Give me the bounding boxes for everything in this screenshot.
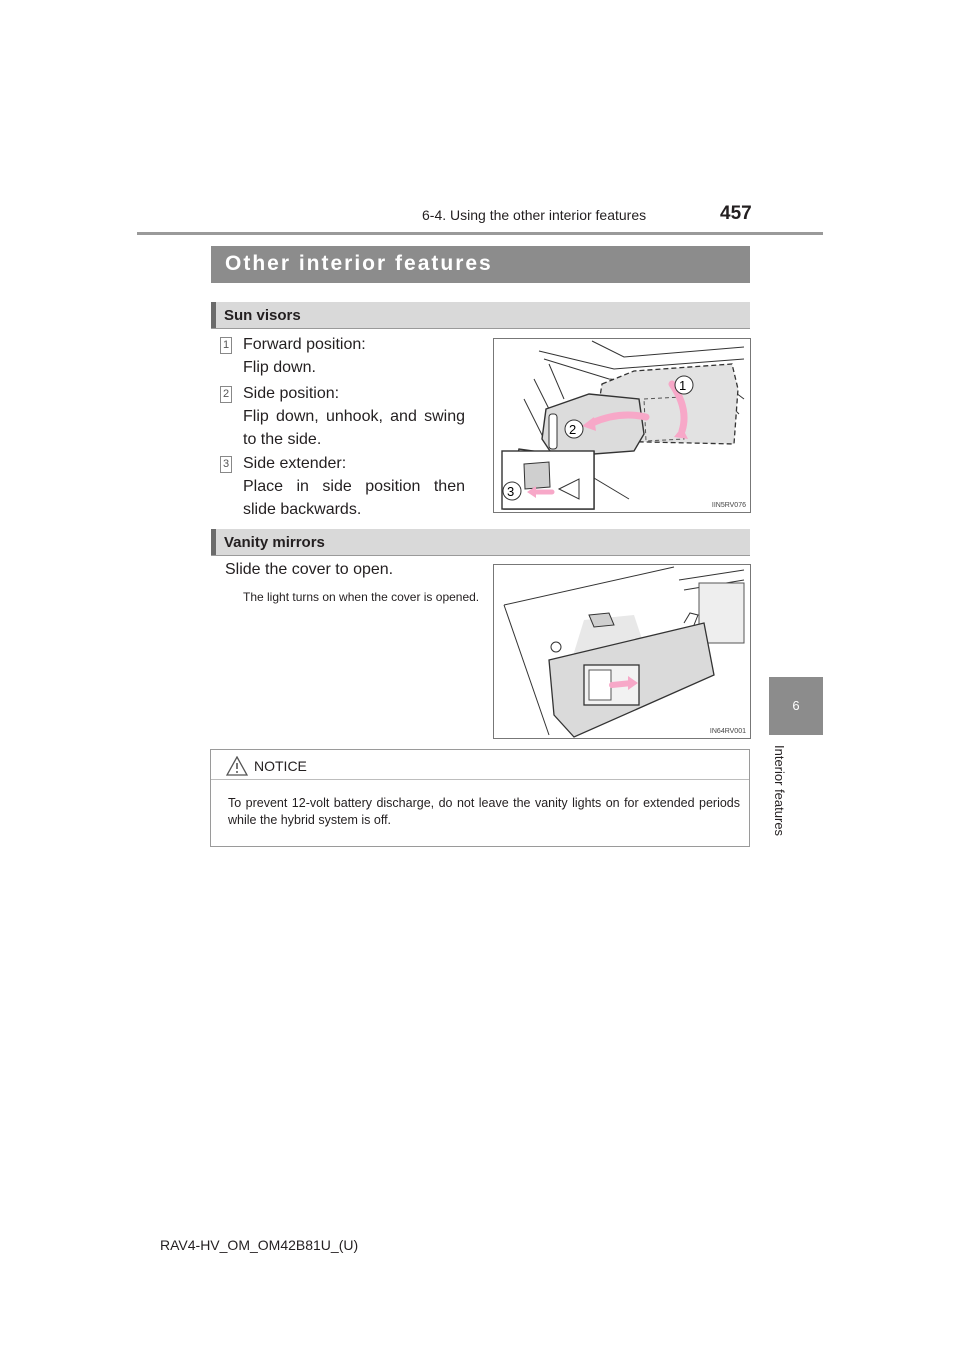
- chapter-label: Interior features: [772, 745, 787, 837]
- notice-text: To prevent 12-volt battery discharge, do not leave the vanity lights on for extended periods while the hybrid system is off.: [228, 796, 740, 827]
- vanity-instruction: Slide the cover to open.: [225, 561, 394, 578]
- sun-visor-item-2: [243, 382, 465, 451]
- vanity-mirrors-heading: Vanity mirrors: [224, 534, 325, 551]
- figure-code: IN64RV001: [709, 728, 746, 735]
- sun-visor-drawing: [494, 339, 750, 512]
- item-number-1: 1: [220, 337, 232, 354]
- sun-visor-item-1: [243, 333, 465, 379]
- chapter-tab: 6: [769, 677, 823, 735]
- vanity-mirror-drawing: [494, 565, 750, 738]
- item-text: Flip down.: [243, 359, 316, 376]
- sun-visors-heading: Sun visors: [224, 307, 301, 324]
- chapter-label-container: [772, 745, 786, 855]
- section-title: Other interior features: [225, 252, 493, 275]
- item-heading: Side position:: [243, 385, 340, 402]
- item-heading: Forward position:: [243, 336, 366, 353]
- callout-1: 1: [679, 378, 687, 393]
- vanity-mirror-illustration: [493, 564, 751, 739]
- sun-visor-illustration: [493, 338, 751, 513]
- header-divider: [137, 232, 823, 235]
- warning-triangle-icon: [226, 756, 248, 781]
- sun-visor-item-3: [243, 452, 465, 521]
- figure-code: IIN5RV076: [711, 502, 746, 509]
- callout-2: 2: [569, 422, 577, 437]
- footer-code: RAV4-HV_OM_OM42B81U_(U): [160, 1237, 359, 1253]
- notice-divider: [211, 779, 749, 780]
- notice-title: NOTICE: [254, 758, 307, 774]
- page-number: 457: [720, 203, 752, 224]
- vanity-note: The light turns on when the cover is opened.: [243, 590, 480, 604]
- header-section-title: 6-4. Using the other interior features: [422, 207, 647, 223]
- callout-3: 3: [507, 484, 515, 499]
- item-text: Flip down, unhook, and swing to the side.: [243, 408, 465, 448]
- item-text: Place in side position then slide backwards.: [243, 478, 465, 518]
- item-number-2: 2: [220, 386, 232, 403]
- item-number-3: 3: [220, 456, 232, 473]
- item-heading: Side extender:: [243, 455, 347, 472]
